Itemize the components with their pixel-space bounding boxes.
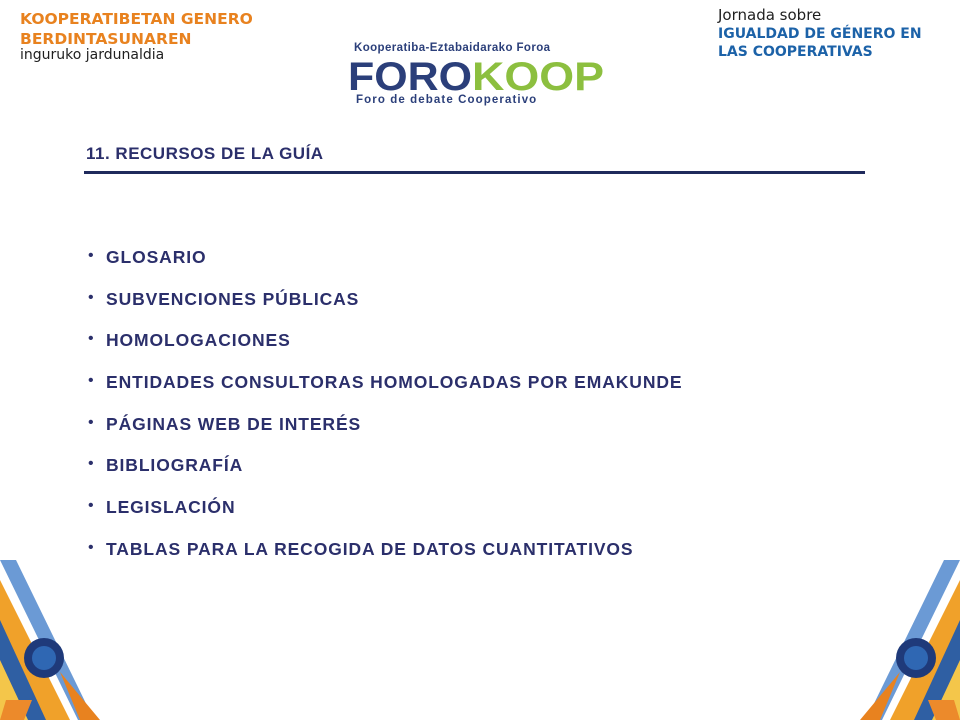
bullet-marker: • (88, 497, 95, 515)
resource-item (88, 287, 682, 329)
resource-item-label: LEGISLACIÓN (106, 497, 236, 518)
resource-item-label: BIBLIOGRAFÍA (106, 455, 244, 476)
logo-brand-mark (348, 54, 610, 96)
resource-item (88, 328, 682, 370)
event-title-spanish (718, 25, 922, 61)
forokoop-logo (348, 38, 610, 110)
resource-item-label: GLOSARIO (106, 247, 207, 267)
resource-item-label: PÁGINAS WEB DE INTERÉS (106, 413, 362, 434)
resource-item-label: SUBVENCIONES PÚBLICAS (106, 288, 360, 309)
resource-item (88, 495, 682, 537)
resource-item (88, 537, 682, 579)
logo-bottom-text: Foro de debate Cooperativo (356, 94, 538, 106)
logo-brand-part-1: FORO (348, 55, 472, 96)
bullet-marker: • (88, 413, 95, 431)
resource-item-label: ENTIDADES CONSULTORAS HOMOLOGADAS POR EMAKUNDE (106, 372, 683, 393)
logo-brand-part-2: KOOP (472, 55, 604, 96)
logo-top-text: Kooperatiba-Eztabaidarako Foroa (354, 42, 551, 54)
corner-decoration-left (0, 560, 110, 720)
bullet-marker: • (88, 288, 95, 306)
bullet-marker: • (88, 330, 95, 348)
event-title-basque-line-2: BERDINTASUNAREN (20, 30, 192, 48)
resource-item (88, 412, 682, 454)
event-title-basque-line-1: KOOPERATIBETAN GENERO (20, 10, 253, 28)
event-title-spanish-line-2: LAS COOPERATIVAS (718, 44, 873, 60)
event-title-basque (20, 9, 253, 49)
resource-item-label: TABLAS PARA LA RECOGIDA DE DATOS CUANTITATIVOS (106, 538, 634, 559)
bullet-marker: • (88, 538, 95, 556)
corner-decoration-right (850, 560, 960, 720)
resource-item (88, 370, 682, 412)
bullet-marker: • (88, 455, 95, 473)
event-pretitle-spanish: Jornada sobre (718, 6, 822, 24)
section-heading: 11. RECURSOS DE LA GUÍA (86, 144, 324, 163)
resource-list (88, 245, 682, 579)
event-subtitle-basque: inguruko jardunaldia (20, 47, 165, 63)
resource-item (88, 453, 682, 495)
bullet-marker: • (88, 247, 95, 264)
bullet-marker: • (88, 372, 95, 390)
resource-item-label: HOMOLOGACIONES (106, 330, 291, 351)
heading-underline (84, 171, 865, 174)
event-title-spanish-line-1: IGUALDAD DE GÉNERO EN (718, 26, 922, 42)
resource-item (88, 245, 682, 287)
